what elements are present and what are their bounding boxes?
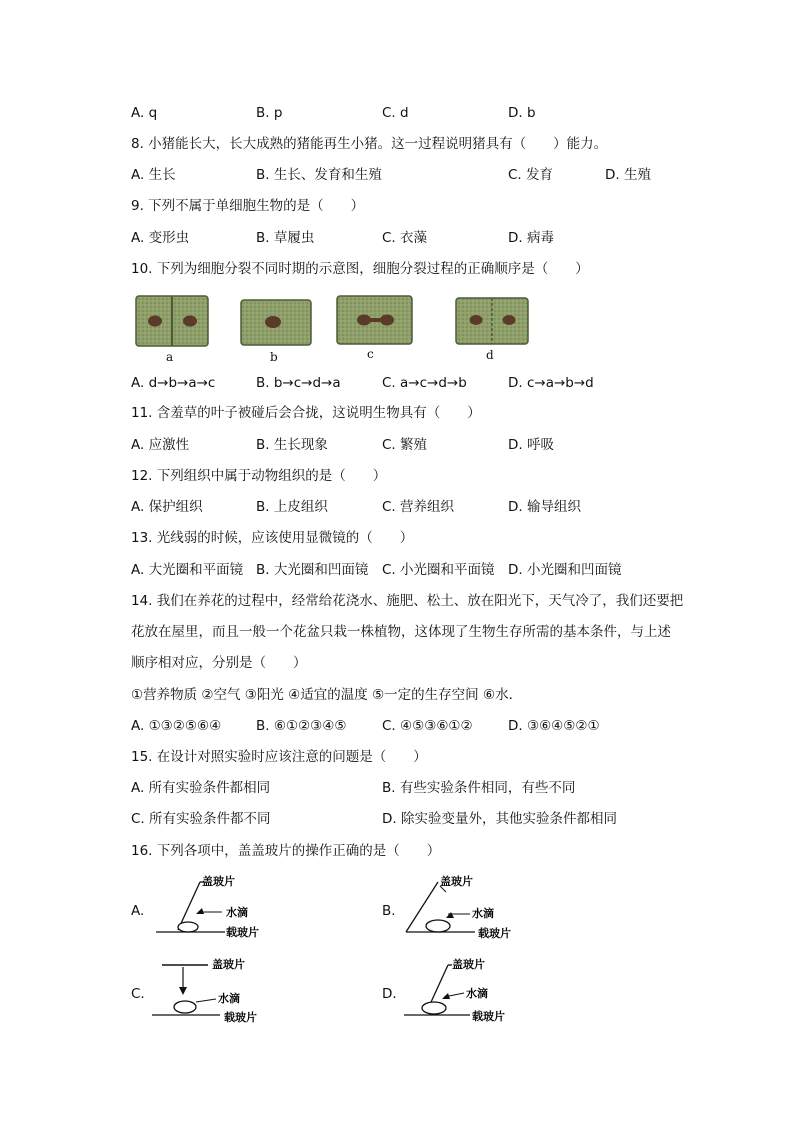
coverslip-diagram-c bbox=[150, 955, 280, 1027]
label-slide-c: 载玻片 bbox=[224, 1011, 257, 1024]
q14-option-a: A. ①③②⑤⑥④ bbox=[131, 718, 222, 734]
q10-option-b: B. b→c→d→a bbox=[256, 375, 341, 391]
q9-option-b: B. 草履虫 bbox=[256, 230, 315, 246]
q14-stem-line-2: 花放在屋里，而且一般一个花盆只栽一株植物，这体现了生物生存所需的基本条件，与上述 bbox=[131, 624, 671, 640]
q11-option-b: B. 生长现象 bbox=[256, 437, 328, 453]
coverslip-diagram-a bbox=[150, 872, 280, 944]
q10-stem: 10. 下列为细胞分裂不同时期的示意图，细胞分裂过程的正确顺序是（ ） bbox=[131, 261, 589, 277]
q15-option-a: A. 所有实验条件都相同 bbox=[131, 780, 271, 796]
q8-stem: 8. 小猪能长大，长大成熟的猪能再生小猪。这一过程说明猪具有（ ）能力。 bbox=[131, 136, 608, 152]
q13-option-c: C. 小光圈和平面镜 bbox=[382, 562, 495, 578]
q8-option-d: D. 生殖 bbox=[605, 167, 651, 183]
q8-option-b: B. 生长、发育和生殖 bbox=[256, 167, 382, 183]
label-drop-d: 水滴 bbox=[466, 987, 488, 1000]
cell-division-figure bbox=[130, 290, 530, 362]
q12-option-d: D. 输导组织 bbox=[508, 499, 581, 515]
q11-option-a: A. 应激性 bbox=[131, 437, 190, 453]
q9-stem: 9. 下列不属于单细胞生物的是（ ） bbox=[131, 198, 365, 214]
q14-conditions: ①营养物质 ②空气 ③阳光 ④适宜的温度 ⑤一定的生存空间 ⑥水． bbox=[131, 687, 523, 703]
label-cover-b: 盖玻片 bbox=[440, 875, 473, 888]
q13-option-a: A. 大光圈和平面镜 bbox=[131, 562, 244, 578]
coverslip-diagram-b bbox=[400, 872, 540, 944]
figure-label-a: a bbox=[166, 350, 174, 364]
figure-label-d: d bbox=[486, 348, 494, 362]
label-drop-c: 水滴 bbox=[218, 992, 240, 1005]
q15-stem: 15. 在设计对照实验时应该注意的问题是（ ） bbox=[131, 749, 427, 765]
q13-option-d: D. 小光圈和凹面镜 bbox=[508, 562, 622, 578]
q16-stem: 16. 下列各项中，盖盖玻片的操作正确的是（ ） bbox=[131, 843, 441, 859]
q9-option-c: C. 衣藻 bbox=[382, 230, 428, 246]
cell-diagram-c bbox=[337, 296, 412, 344]
q10-option-d: D. c→a→b→d bbox=[508, 375, 594, 391]
q13-stem: 13. 光线弱的时候，应该使用显微镜的（ ） bbox=[131, 530, 414, 546]
q15-option-d: D. 除实验变量外，其他实验条件都相同 bbox=[382, 811, 617, 827]
q12-option-a: A. 保护组织 bbox=[131, 499, 203, 515]
q14-option-b: B. ⑥①②③④⑤ bbox=[256, 718, 347, 734]
cell-diagram-a bbox=[136, 296, 208, 346]
q11-stem: 11. 含羞草的叶子被碰后会合拢，这说明生物具有（ ） bbox=[131, 405, 481, 421]
q14-option-c: C. ④⑤③⑥①② bbox=[382, 718, 473, 734]
figure-label-b: b bbox=[270, 350, 278, 364]
q7-option-a: A. q bbox=[131, 105, 158, 121]
q16-option-b-letter: B. bbox=[382, 903, 396, 919]
label-slide-b: 载玻片 bbox=[478, 927, 511, 940]
q7-option-b: B. p bbox=[256, 105, 283, 121]
q8-option-c: C. 发育 bbox=[508, 167, 554, 183]
q16-option-a-letter: A. bbox=[131, 903, 145, 919]
q14-stem-line-3: 顺序相对应，分别是（ ） bbox=[131, 655, 307, 671]
label-cover-c: 盖玻片 bbox=[212, 958, 245, 971]
cell-diagram-b bbox=[241, 300, 311, 345]
q15-option-c: C. 所有实验条件都不同 bbox=[131, 811, 271, 827]
q10-option-c: C. a→c→d→b bbox=[382, 375, 467, 391]
label-slide-a: 载玻片 bbox=[226, 926, 259, 939]
coverslip-diagram-d bbox=[400, 955, 540, 1027]
figure-label-c: c bbox=[367, 347, 374, 361]
q15-option-b: B. 有些实验条件相同，有些不同 bbox=[382, 780, 576, 796]
q8-option-a: A. 生长 bbox=[131, 167, 176, 183]
q7-option-c: C. d bbox=[382, 105, 409, 121]
cell-diagram-d bbox=[456, 298, 528, 344]
label-cover-d: 盖玻片 bbox=[452, 958, 485, 971]
q10-option-a: A. d→b→a→c bbox=[131, 375, 216, 391]
q12-option-b: B. 上皮组织 bbox=[256, 499, 328, 515]
q11-option-d: D. 呼吸 bbox=[508, 437, 554, 453]
label-cover-a: 盖玻片 bbox=[202, 875, 235, 888]
q9-option-d: D. 病毒 bbox=[508, 230, 554, 246]
q12-option-c: C. 营养组织 bbox=[382, 499, 455, 515]
q9-option-a: A. 变形虫 bbox=[131, 230, 190, 246]
label-drop-a: 水滴 bbox=[226, 906, 248, 919]
q14-stem-line-1: 14. 我们在养花的过程中，经常给花浇水、施肥、松土、放在阳光下，天气冷了，我们还要把 bbox=[131, 593, 684, 609]
q11-option-c: C. 繁殖 bbox=[382, 437, 428, 453]
q16-option-c-letter: C. bbox=[131, 986, 145, 1002]
q16-option-d-letter: D. bbox=[382, 986, 397, 1002]
q13-option-b: B. 大光圈和凹面镜 bbox=[256, 562, 369, 578]
label-slide-d: 载玻片 bbox=[472, 1010, 505, 1023]
q12-stem: 12. 下列组织中属于动物组织的是（ ） bbox=[131, 468, 387, 484]
label-drop-b: 水滴 bbox=[472, 907, 494, 920]
q14-option-d: D. ③⑥④⑤②① bbox=[508, 718, 600, 734]
q7-option-d: D. b bbox=[508, 105, 536, 121]
